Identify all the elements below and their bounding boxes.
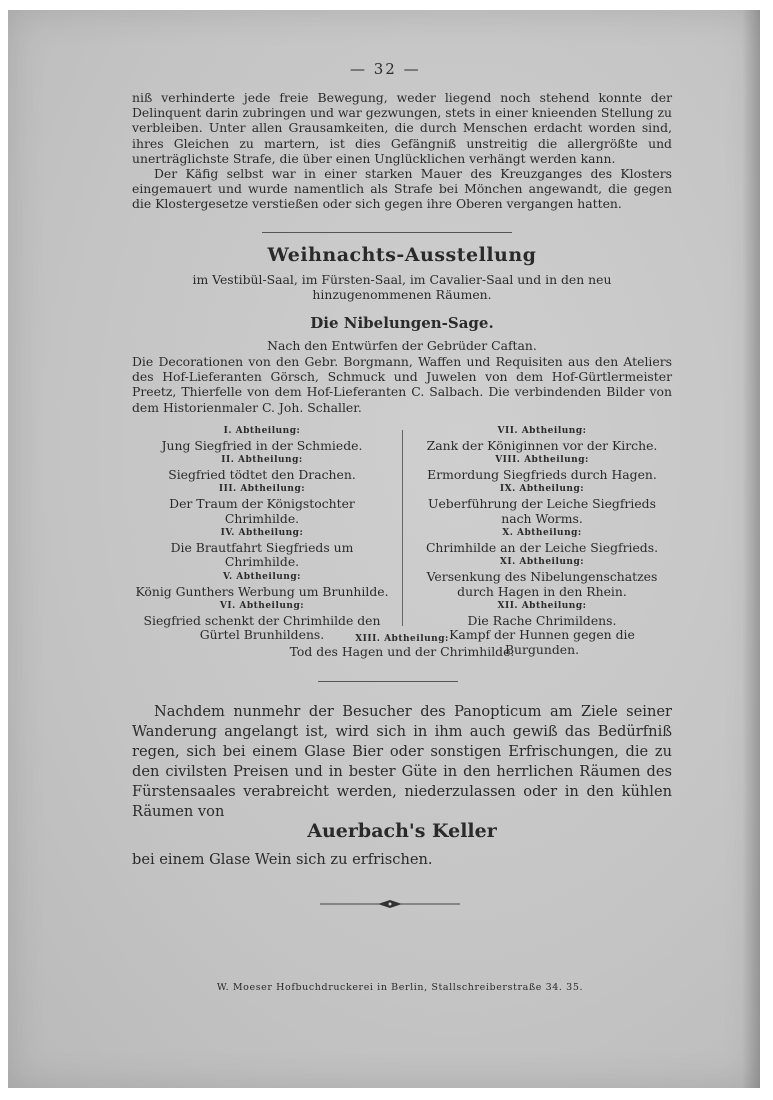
section-title: Siegfried tödtet den Drachen. (168, 466, 356, 482)
column-divider (402, 430, 403, 626)
section-final (132, 634, 672, 659)
section-head: VII. Abtheilung: (497, 426, 587, 436)
printer-imprint: W. Moeser Hofbuchdruckerei in Berlin, Stallschreiberstraße 34. 35. (216, 982, 584, 993)
intro-paragraph-2: Der Käfig selbst war in einer starken Mauer des Kreuzganges des Klosters eingemauert und wurde namentlich als Strafe bei Mönchen angewandt, die gegen die Klostergesetze verstießen oder sich gegen ihre Oberen vergangen hatten. (132, 166, 672, 212)
section-title: Kampf der Hunnen gegen die Burgunden. (449, 627, 635, 657)
section-head: V. Abtheilung: (223, 571, 301, 582)
page-number: — 32 — (350, 60, 421, 78)
section-head: X. Abtheilung: (502, 528, 582, 539)
section-head: IX. Abtheilung: (499, 484, 585, 495)
intro-paragraph-1: niß verhinderte jede freie Bewegung, weder liegend noch stehend konnte der Delinquent darin zubringen und war gezwungen, stets in einer knieenden Stellung zu verbleiben. Unter allen Grausamkeiten, die durch Menschen erdacht worden sind, ihres Gleichen zu martern, ist dies Gefängniß unstreitig die allergrößte und unerträglichste Strafe, die über einen Unglücklichen verhängt werden kann. (132, 90, 672, 166)
section-title: Der Traum der Königstochter Chrimhilde. (169, 495, 355, 526)
section-title: Ueberführung der Leiche Siegfrieds nach Worms. (428, 495, 656, 526)
saga-subtitle: Nach den Entwürfen der Gebrüder Caftan. (267, 338, 537, 353)
cellar-name: Auerbach's Keller (307, 820, 497, 842)
section-rule-top (262, 232, 512, 233)
section-rule-middle (318, 681, 458, 682)
section-head: VIII. Abtheilung: (495, 455, 589, 466)
section-head: IV. Abtheilung: (220, 528, 304, 539)
section-head: XII. Abtheilung: (497, 601, 587, 612)
section-title: Versenkung des Nibelungenschatzes durch Hagen in den Rhein. (426, 568, 658, 599)
closing-paragraph: Nachdem nunmehr der Besucher des Panopticum am Ziele seiner Wanderung angelangt ist, wird sich in ihm auch gewiß das Bedürfniß regen, sich bei einem Glase Bier oder sonstigen Erfrischungen, die zu den civilsten Preisen und in bester Güte in den herrlichen Räumen des Fürstensaales verabreicht werden, niederzulassen oder in den kühlen Räumen von (132, 703, 672, 820)
section-head: VI. Abtheilung: (219, 601, 305, 612)
section-head: III. Abtheilung: (218, 484, 306, 495)
sections-left-column (132, 424, 392, 643)
section-title: Tod des Hagen und der Chrimhilde. (289, 644, 515, 659)
section-head: I. Abtheilung: (223, 426, 301, 436)
sections-right-column (412, 424, 672, 658)
saga-description: Die Decorationen von den Gebr. Borgmann, Waffen und Requisiten aus den Ateliers des Hof-Lieferanten Görsch, Schmuck und Juwelen von dem Hof-Gürtlermeister Preetz, Thierfelle von dem Hof-Lieferanten C. Salbach. Die verbindenden Bilder von dem Historienmaler C. Joh. Schaller. (132, 354, 672, 415)
section-title: König Gunthers Werbung um Brunhilde. (135, 583, 389, 599)
section-title: Die Brautfahrt Siegfrieds um Chrimhilde. (170, 539, 354, 570)
section-title: Ermordung Siegfrieds durch Hagen. (427, 466, 657, 482)
exhibition-location: im Vestibül-Saal, im Fürsten-Saal, im Cavalier-Saal und in den neu hinzugenommenen Räumen. (192, 272, 612, 303)
section-title: Siegfried schenkt der Chrimhilde den Gürtel Brunhildens. (143, 612, 381, 643)
ornament-rule (320, 897, 460, 911)
closing-text (132, 702, 672, 822)
section-title: Jung Siegfried in der Schmiede. (161, 437, 363, 453)
saga-description-wrap (132, 354, 672, 415)
saga-title: Die Nibelungen-Sage. (310, 314, 494, 332)
exhibition-location-wrap (132, 272, 672, 302)
section-title: Chrimhilde an der Leiche Siegfrieds. (425, 539, 659, 555)
section-head: XI. Abtheilung: (499, 557, 585, 568)
section-head: XIII. Abtheilung: (355, 634, 449, 644)
section-head: II. Abtheilung: (221, 455, 303, 466)
section-title: Die Rache Chrimildens. (467, 612, 617, 628)
exhibition-title: Weihnachts-Ausstellung (267, 244, 537, 266)
intro-text (132, 90, 672, 212)
cellar-line-wrap (132, 850, 672, 870)
cellar-line: bei einem Glase Wein sich zu erfrischen. (132, 851, 433, 868)
page-edge-shadow (742, 10, 760, 1088)
section-title: Zank der Königinnen vor der Kirche. (426, 437, 658, 453)
